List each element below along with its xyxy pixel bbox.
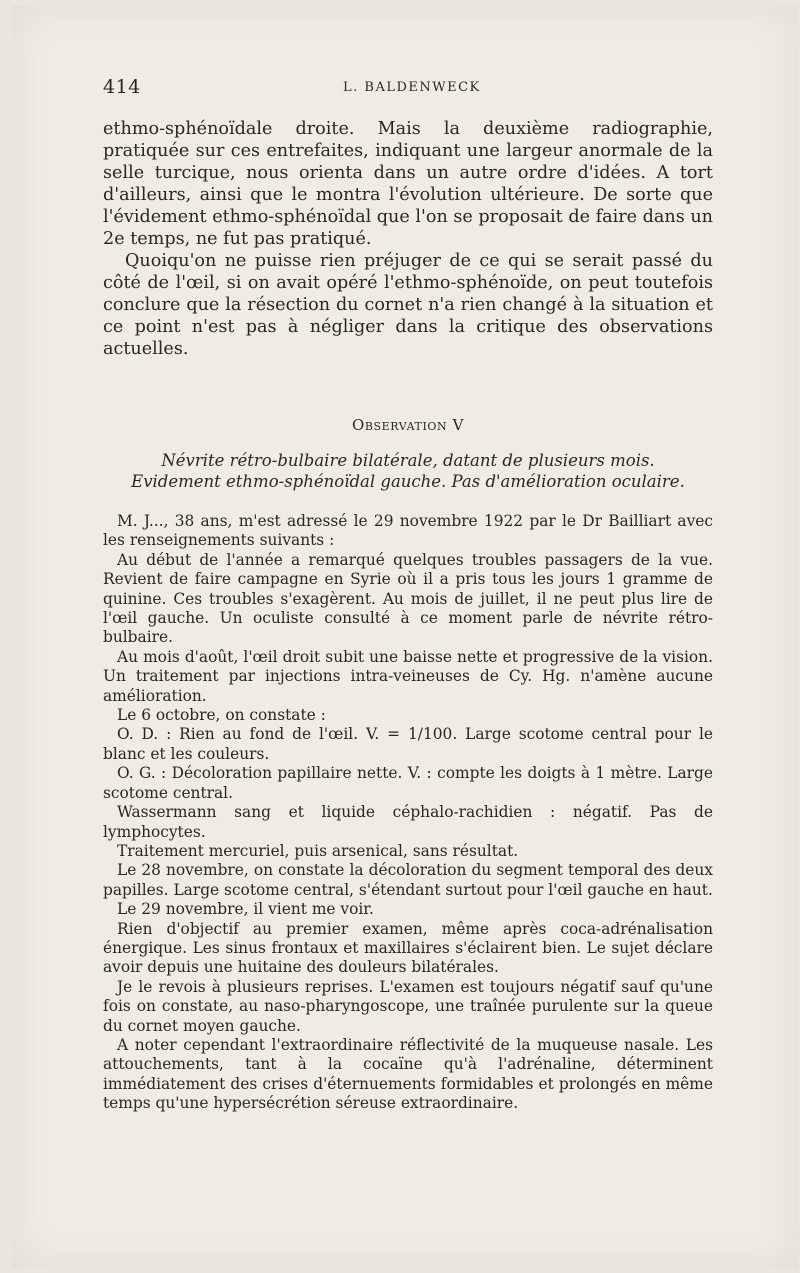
paragraph: Au mois d'août, l'œil droit subit une baisse nette et progressive de la vision. Un traitement par injections intra-veineuses de Cy. Hg. n'amène aucune amélioration. xyxy=(103,647,713,705)
paragraph: Le 28 novembre, on constate la décoloration du segment temporal des deux papilles. Large scotome central, s'étendant surtout pour l'œil gauche en haut. xyxy=(103,861,713,899)
paragraph: Traitement mercuriel, puis arsenical, sans résultat. xyxy=(117,841,519,860)
paragraph: O. G. : Décoloration papillaire nette. V. : compte les doigts à 1 mètre. Large scotome central. xyxy=(103,764,713,802)
observation-title-line: Névrite rétro-bulbaire bilatérale, datant de plusieurs mois. xyxy=(161,451,655,470)
paragraph: Je le revois à plusieurs reprises. L'examen est toujours négatif sauf qu'une fois on constate, au naso-pharyngoscope, une traînée purulente sur la queue du cornet moyen gauche. xyxy=(103,977,713,1035)
running-title: L. BALDENWECK xyxy=(343,80,481,95)
observation-body xyxy=(103,512,713,1114)
paragraph: Le 29 novembre, il vient me voir. xyxy=(117,900,374,919)
paragraph: A noter cependant l'extraordinaire réflectivité de la muqueuse nasale. Les attouchements, tant à la cocaïne qu'à l'adrénaline, déterminent immédiatement des crises d'éternuements formidables et prolongés en même temps qu'une hypersécrétion séreuse extraordinaire. xyxy=(103,1035,713,1113)
paragraph: Au début de l'année a remarqué quelques troubles passagers de la vue. Revient de faire campagne en Syrie où il a pris tous les jours 1 gramme de quinine. Ces troubles s'exagèrent. Au mois de juillet, il ne peut plus lire de l'œil gauche. Un oculiste consulté à ce moment parle de névrite rétro-bulbaire. xyxy=(103,550,713,647)
lead-text-block xyxy=(103,118,713,360)
running-head xyxy=(103,76,713,100)
paragraph: Le 6 octobre, on constate : xyxy=(117,706,326,725)
paragraph: Rien d'objectif au premier examen, même après coca-adrénalisation énergique. Les sinus frontaux et maxillaires s'éclairent bien. Le sujet déclare avoir depuis une huitaine des douleurs bilatérales. xyxy=(103,919,713,977)
observation-heading: Observation V xyxy=(351,416,465,434)
paragraph: Quoiqu'on ne puisse rien préjuger de ce qui se serait passé du côté de l'œil, si on avait opéré l'ethmo-sphénoïde, on peut toutefois conclure que la résection du cornet n'a rien changé à la situation et ce point n'est pas à négliger dans la critique des observations actuelles. xyxy=(103,251,713,359)
paragraph: Wassermann sang et liquide céphalo-rachidien : négatif. Pas de lymphocytes. xyxy=(103,803,713,841)
page-number: 414 xyxy=(103,76,141,98)
observation-title-line: Evidement ethmo-sphénoïdal gauche. Pas d'amélioration oculaire. xyxy=(131,472,685,491)
paragraph: M. J..., 38 ans, m'est adressé le 29 novembre 1922 par le Dr Bailliart avec les renseignements suivants : xyxy=(103,512,713,550)
observation-title xyxy=(103,450,713,492)
paragraph: O. D. : Rien au fond de l'œil. V. = 1/100. Large scotome central pour le blanc et les couleurs. xyxy=(103,725,713,763)
paragraph: ethmo-sphénoïdale droite. Mais la deuxième radiographie, pratiquée sur ces entrefaites, indiquant une largeur anormale de la selle turcique, nous orienta dans un autre ordre d'idées. A tort d'ailleurs, ainsi que le montra l'évolution ultérieure. De sorte que l'évidement ethmo-sphénoïdal que l'on se proposait de faire dans un 2e temps, ne fut pas pratiqué. xyxy=(103,119,714,249)
